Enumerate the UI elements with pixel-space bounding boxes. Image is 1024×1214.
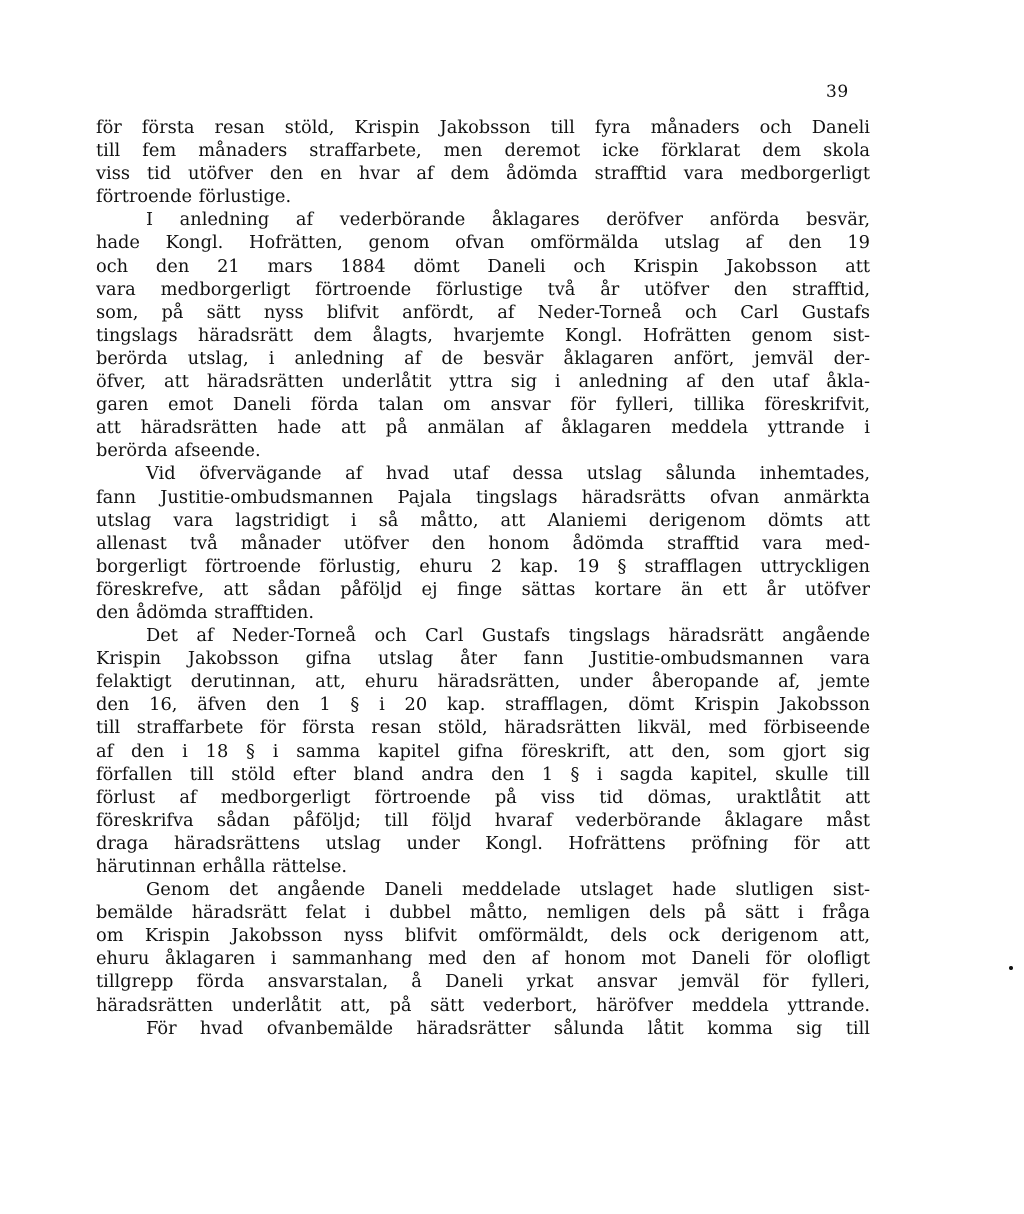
- text-line: förlust af medborgerligt förtroende på viss tid dömas, uraktlåtit att: [96, 786, 870, 808]
- text-line: berörda afseende.: [96, 440, 261, 462]
- text-line: af den i 18 § i samma kapitel gifna föreskrift, att den, som gjort sig: [96, 740, 870, 762]
- text-line: häradsrätten underlåtit att, på sätt vederbort, häröfver meddela yttrande.: [96, 994, 870, 1016]
- text-line: till fem månaders straffarbete, men deremot icke förklarat dem skola: [96, 140, 870, 162]
- text-line: förfallen till stöld efter bland andra den 1 § i sagda kapitel, skulle till: [96, 763, 870, 785]
- text-line: hade Kongl. Hofrätten, genom ofvan omförmälda utslag af den 19: [96, 232, 870, 254]
- text-line: om Krispin Jakobsson nyss blifvit omförmäldt, dels ock derigenom att,: [96, 925, 870, 947]
- text-line: viss tid utöfver den en hvar af dem ådömda strafftid vara medborgerligt: [96, 163, 870, 185]
- text-line: vara medborgerligt förtroende förlustige två år utöfver den strafftid,: [96, 278, 870, 300]
- text-line: tillgrepp förda ansvarstalan, å Daneli yrkat ansvar jemväl för fylleri,: [96, 971, 870, 993]
- text-line: fann Justitie-ombudsmannen Pajala tingslags häradsrätts ofvan anmärkta: [96, 486, 870, 508]
- page-number: 39: [826, 82, 849, 102]
- text-line: och den 21 mars 1884 dömt Daneli och Krispin Jakobsson att: [96, 255, 870, 277]
- text-line: den 16, äfven den 1 § i 20 kap. strafflagen, dömt Krispin Jakobsson: [96, 694, 870, 716]
- text-line: tingslags häradsrätt dem ålagts, hvarjemte Kongl. Hofrätten genom sist-: [96, 324, 870, 346]
- text-line: att häradsrätten hade att på anmälan af åklagaren meddela yttrande i: [96, 417, 870, 439]
- text-line: ehuru åklagaren i sammanhang med den af honom mot Daneli för olofligt: [96, 948, 870, 970]
- text-line: som, på sätt nyss blifvit anfördt, af Neder-Torneå och Carl Gustafs: [96, 301, 870, 323]
- text-line: för första resan stöld, Krispin Jakobsson till fyra månaders och Daneli: [96, 117, 870, 138]
- text-line: förtroende förlustige.: [96, 186, 292, 208]
- text-line: felaktigt derutinnan, att, ehuru häradsrätten, under åberopande af, jemte: [96, 671, 870, 693]
- text-line: Krispin Jakobsson gifna utslag åter fann Justitie-ombudsmannen vara: [96, 648, 870, 670]
- text-line: öfver, att häradsrätten underlåtit yttra sig i anledning af den utaf åkla-: [96, 371, 870, 393]
- text-line: utslag vara lagstridigt i så måtto, att Alaniemi derigenom dömts att: [96, 509, 870, 531]
- text-line: draga häradsrättens utslag under Kongl. Hofrättens pröfning för att: [96, 832, 870, 854]
- text-line: föreskrifva sådan påföljd; till följd hvaraf vederbörande åklagare måst: [96, 809, 870, 831]
- text-line: härutinnan erhålla rättelse.: [96, 856, 348, 877]
- text-line: till straffarbete för första resan stöld, häradsrätten likväl, med förbiseende: [96, 717, 870, 739]
- text-line: den ådömda strafftiden.: [96, 601, 315, 623]
- text-line: bemälde häradsrätt felat i dubbel måtto, nemligen dels på sätt i fråga: [96, 902, 870, 924]
- text-line: berörda utslag, i anledning af de besvär åklagaren anfört, jemväl der-: [96, 347, 870, 369]
- stray-ink-mark: [1009, 966, 1013, 970]
- text-line: föreskrefve, att sådan påföljd ej finge sättas kortare än ett år utöfver: [96, 578, 870, 600]
- text-line: Vid öfvervägande af hvad utaf dessa utslag sålunda inhemtades,: [146, 463, 870, 485]
- text-line: garen emot Daneli förda talan om ansvar för fylleri, tillika föreskrifvit,: [96, 394, 870, 416]
- body-text: [96, 116, 870, 1040]
- text-line: Genom det angående Daneli meddelade utslaget hade slutligen sist-: [146, 879, 870, 901]
- text-line: Det af Neder-Torneå och Carl Gustafs tingslags häradsrätt angående: [146, 625, 870, 647]
- text-line: För hvad ofvanbemälde häradsrätter sålunda låtit komma sig till: [146, 1017, 870, 1039]
- text-line: borgerligt förtroende förlustig, ehuru 2 kap. 19 § strafflagen uttryckligen: [96, 555, 870, 577]
- text-line: I anledning af vederbörande åklagares deröfver anförda besvär,: [146, 209, 870, 231]
- text-line: allenast två månader utöfver den honom ådömda strafftid vara med-: [96, 532, 870, 554]
